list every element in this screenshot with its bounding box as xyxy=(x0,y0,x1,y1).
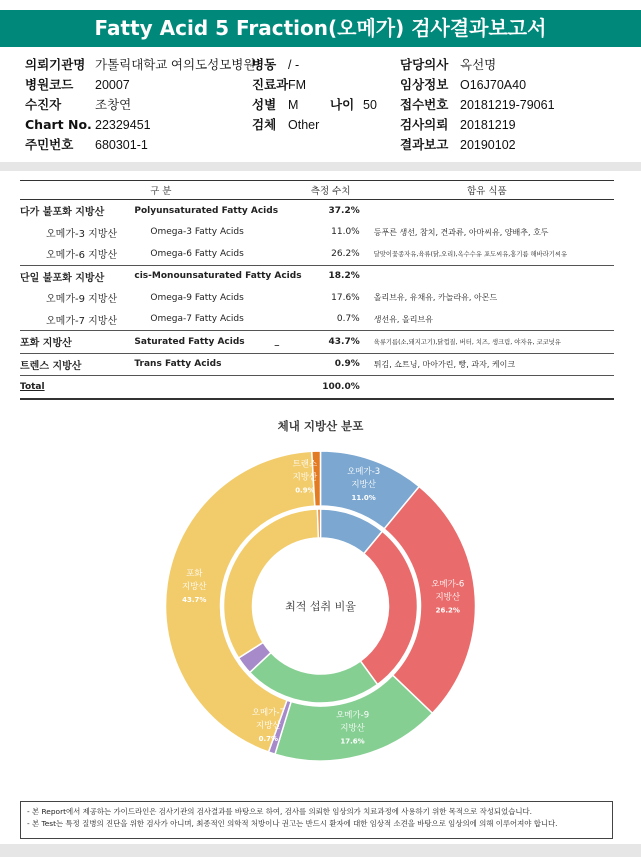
info-row-doctor xyxy=(400,55,555,75)
info-row-institution xyxy=(25,55,255,75)
row-en-name: Omega-6 Fatty Acids xyxy=(150,248,244,259)
slice-label-0-2: 11.0% xyxy=(351,494,376,503)
row-en-name: Polyunsaturated Fatty Acids xyxy=(134,200,301,222)
row-foods xyxy=(360,200,614,222)
row-value: 26.2% xyxy=(331,248,360,259)
receipt-no-value: 20181219-79061 xyxy=(460,98,555,112)
table-row-mufa xyxy=(20,265,614,287)
slice-label-1-1: 지방산 xyxy=(435,592,461,603)
ward-value: / - xyxy=(288,58,300,72)
slice-label-0-0: 오메가-3 xyxy=(347,467,381,478)
sex-label: 성별 xyxy=(252,97,277,112)
patient-label: 수진자 xyxy=(25,97,62,112)
slice-label-4-2: 43.7% xyxy=(182,595,207,604)
row-value: 18.2% xyxy=(302,265,360,287)
results-card xyxy=(0,171,641,844)
row-foods: 튀김, 쇼트닝, 마아가린, 빵, 과자, 케이크 xyxy=(360,353,614,376)
chart-no-label: Chart No. xyxy=(25,117,92,132)
info-right-column xyxy=(400,55,555,155)
slice-label-5-2: 0.9% xyxy=(295,486,315,495)
info-row-chart-no xyxy=(25,115,255,135)
dash-mark: _ xyxy=(274,336,280,347)
info-left-column xyxy=(25,55,255,155)
table-row-omega6 xyxy=(20,243,614,265)
row-value: 0.9% xyxy=(302,353,360,376)
disclaimer-line: - 본 Report에서 제공하는 가이드라인은 검사기관의 검사결과를 바탕으로 하여, 검사를 의뢰한 임상의가 치료과정에 사용하기 위한 목적으로 작성되었습니다. xyxy=(27,807,532,816)
row-foods: 달맞이꽃종자유,육류(닭,오리),옥수수유 포도씨유,홍기름 해바라기씨유 xyxy=(373,251,568,259)
row-foods: 육류기름(소,돼지고기),닭껍질, 버터, 치즈, 생크림, 야자유, 코코넛유 xyxy=(360,331,614,354)
center-label: 최적 섭취 비율 xyxy=(285,600,356,613)
request-date-label: 검사의뢰 xyxy=(400,117,449,132)
slice-label-0-1: 지방산 xyxy=(351,480,376,491)
doctor-label: 담당의사 xyxy=(400,57,449,72)
department-value: FM xyxy=(288,78,307,92)
resident-no-value: 680301-1 xyxy=(95,138,148,152)
row-kr-name: 오메가-7 지방산 xyxy=(46,315,118,327)
row-kr-name: 오메가-6 지방산 xyxy=(46,250,118,262)
row-kr-name: 단일 불포화 지방산 xyxy=(20,265,134,287)
info-row-request-date xyxy=(400,115,555,135)
fatty-acid-donut-chart xyxy=(0,436,641,796)
table-row-omega3 xyxy=(20,222,614,244)
hospital-code-value: 20007 xyxy=(95,78,130,92)
patient-value: 조창연 xyxy=(95,98,132,112)
specimen-label: 검체 xyxy=(252,117,277,132)
row-value: 100.0% xyxy=(302,376,360,399)
inner-ring-slice-5 xyxy=(317,509,320,538)
slice-label-1-0: 오메가-6 xyxy=(431,579,465,590)
row-kr-name: 포화 지방산 xyxy=(20,331,134,354)
slice-label-2-1: 지방산 xyxy=(340,723,365,734)
slice-label-5-1: 지방산 xyxy=(292,472,318,483)
slice-label-3-2: 0.7% xyxy=(258,735,279,744)
slice-label-4-1: 지방산 xyxy=(181,581,207,592)
table-row-pufa xyxy=(20,200,614,222)
resident-no-label: 주민번호 xyxy=(25,137,74,152)
specimen-value: Other xyxy=(288,118,320,132)
row-kr-name: 트렌스 지방산 xyxy=(20,353,134,376)
info-row-report-date xyxy=(400,135,555,155)
row-en-name: Omega-3 Fatty Acids xyxy=(150,227,244,238)
row-foods xyxy=(360,265,614,287)
chart-title: 체내 지방산 분포 xyxy=(277,419,364,433)
chart-no-value: 22329451 xyxy=(95,118,151,132)
row-kr-name: 오메가-3 지방산 xyxy=(46,228,118,240)
age-value: 50 xyxy=(363,98,377,112)
ward-label: 병동 xyxy=(252,57,277,72)
row-value: 0.7% xyxy=(336,314,360,325)
row-en-name xyxy=(134,331,301,354)
info-row-department xyxy=(252,75,377,95)
header-category: 구 분 xyxy=(20,181,302,200)
table-row-omega7 xyxy=(20,309,614,331)
institution-label: 의뢰기관명 xyxy=(25,57,86,72)
row-value: 43.7% xyxy=(302,331,360,354)
header-foods: 함유 식품 xyxy=(360,181,614,200)
disclaimer-box xyxy=(20,801,613,839)
table-row-total xyxy=(20,376,614,399)
row-en-name: Omega-9 Fatty Acids xyxy=(150,292,244,303)
slice-label-2-0: 오메가-9 xyxy=(336,710,370,721)
receipt-no-label: 접수번호 xyxy=(400,97,449,112)
report-title: Fatty Acid 5 Fraction(오메가) 검사결과보고서 xyxy=(0,10,641,47)
row-en-name xyxy=(134,376,301,399)
row-en-text: Saturated Fatty Acids xyxy=(134,336,245,347)
info-row-receipt-no xyxy=(400,95,555,115)
report-date-value: 20190102 xyxy=(460,138,516,152)
row-foods: 등푸른 생선, 참치, 견과류, 아마씨유, 양배추, 호두 xyxy=(373,227,549,237)
age-label: 나이 xyxy=(330,97,355,112)
clinical-info-value: O16J70A40 xyxy=(460,78,527,92)
info-row-hospital-code xyxy=(25,75,255,95)
disclaimer-line: - 본 Test는 특정 질병의 진단을 위한 검사가 아니며, 최종적인 의학적 처방이나 권고는 반드시 환자에 대한 임상적 소견을 바탕으로 임상의에 의해 이루어져야 합니다. xyxy=(27,819,558,828)
sex-value: M xyxy=(288,98,299,112)
row-kr-name: 오메가-9 지방산 xyxy=(46,294,118,306)
request-date-value: 20181219 xyxy=(460,118,516,132)
hospital-code-label: 병원코드 xyxy=(25,77,74,92)
table-row-omega9 xyxy=(20,287,614,309)
info-row-sex xyxy=(252,95,377,115)
slice-label-2-2: 17.6% xyxy=(340,737,365,746)
info-row-specimen xyxy=(252,115,377,135)
row-en-name: Omega-7 Fatty Acids xyxy=(150,314,244,325)
report-header-card xyxy=(0,0,641,162)
row-value: 37.2% xyxy=(302,200,360,222)
slice-label-1-2: 26.2% xyxy=(435,606,460,615)
slice-label-5-0: 트랜스 xyxy=(292,459,318,470)
table-row-saturated xyxy=(20,331,614,354)
row-value: 17.6% xyxy=(331,292,360,303)
row-en-name: Trans Fatty Acids xyxy=(134,353,301,376)
row-foods: 생선유, 올리브유 xyxy=(373,314,433,324)
department-label: 진료과 xyxy=(252,77,289,92)
row-kr-name: Total xyxy=(20,376,134,399)
row-kr-name: 다가 불포화 지방산 xyxy=(20,200,134,222)
row-foods: 올리브유, 유채유, 카놀라유, 아몬드 xyxy=(373,293,498,303)
fatty-acid-table xyxy=(20,180,614,400)
table-row-trans xyxy=(20,353,614,376)
slice-label-3-0: 오메가-7 xyxy=(251,708,285,719)
slice-label-4-0: 포화 xyxy=(186,568,203,579)
report-date-label: 결과보고 xyxy=(400,137,449,152)
info-row-clinical-info xyxy=(400,75,555,95)
info-mid-column xyxy=(252,55,377,135)
info-row-resident-no xyxy=(25,135,255,155)
doctor-value: 옥선명 xyxy=(460,58,497,72)
clinical-info-label: 임상정보 xyxy=(400,77,449,92)
header-value: 측정 수치 xyxy=(302,181,360,200)
info-row-ward xyxy=(252,55,377,75)
row-foods xyxy=(360,376,614,399)
info-row-patient xyxy=(25,95,255,115)
slice-label-3-1: 지방산 xyxy=(256,721,281,732)
row-en-name: cis-Monounsaturated Fatty Acids xyxy=(134,265,301,287)
institution-value: 가톨릭대학교 여의도성모병원 xyxy=(95,58,256,72)
table-header xyxy=(20,181,614,200)
row-value: 11.0% xyxy=(331,227,360,238)
